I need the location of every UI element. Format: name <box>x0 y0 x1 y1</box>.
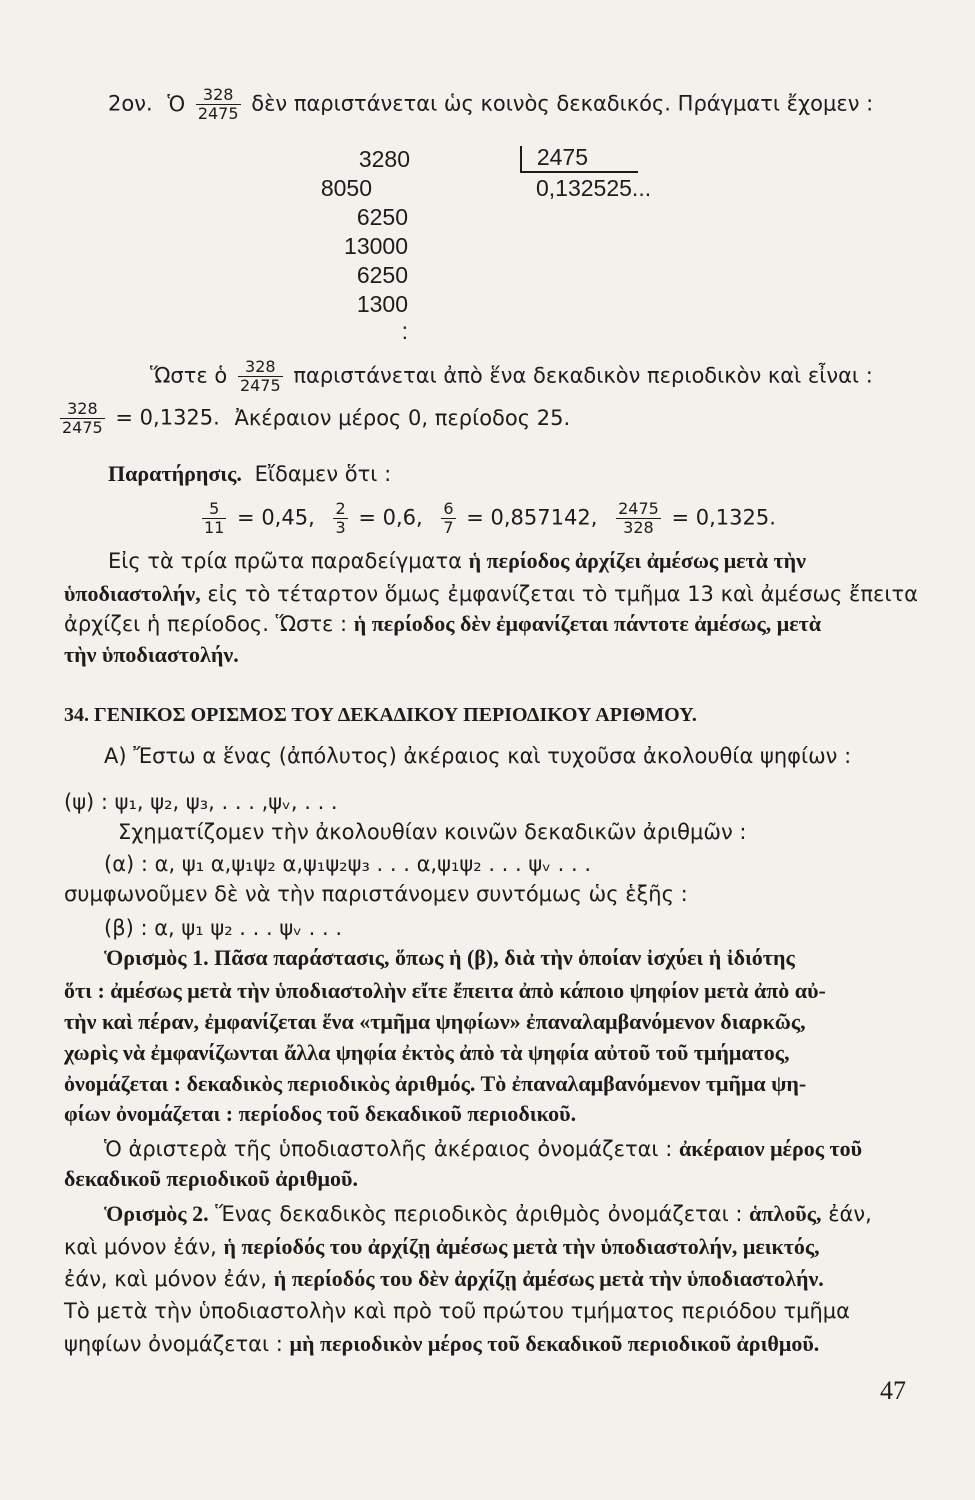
example-label: 2ον. <box>108 91 153 116</box>
agree-line: συμφωνοῦμεν δὲ νὰ τὴν παριστάνομεν συντόμως ὡς ἑξῆς : <box>64 882 688 906</box>
article: Ὁ <box>167 91 186 116</box>
remainder-3: 6250 <box>356 204 408 230</box>
section-heading: 34. ΓΕΝΙΚΟΣ ΟΡΙΣΜΟΣ ΤΟΥ ΔΕΚΑΔΙΚΟΥ ΠΕΡΙΟΔΙΚΟΥ ΑΡΙΘΜΟΥ. <box>64 704 697 726</box>
equation-value: = 0,857142, <box>466 505 598 530</box>
section-a-line: Α) Ἔστω α ἕνας (ἀπόλυτος) ἀκέραιος καὶ τυχοῦσα ἀκολουθία ψηφίων : <box>104 744 852 768</box>
fraction-denominator: 11 <box>204 518 225 537</box>
fraction-denominator: 2475 <box>62 418 103 437</box>
def2-line-5 <box>64 1330 819 1358</box>
fraction-denominator: 2475 <box>197 104 239 123</box>
result-eq-value: = 0,1325. <box>115 405 220 430</box>
remark-bold: ἡ περίοδος δὲν ἐμφανίζεται πάντοτε ἀμέσως, μετὰ <box>353 611 822 636</box>
result-eq-text: Ἀκέραιον μέρος 0, περίοδος 25. <box>234 405 571 430</box>
remark-text: Εἰς τὰ τρία πρῶτα παραδείγματα <box>108 549 462 573</box>
remainder-continues: : <box>401 318 408 344</box>
def1-line-6: φίων ὀνομάζεται : περίοδος τοῦ δεκαδικοῦ περιοδικοῦ. <box>64 1101 577 1126</box>
def1-line-5: ὀνομάζεται : δεκαδικὸς περιοδικὸς ἀριθμός. Τὸ ἐπαναλαμβανόμενον τμῆμα ψη- <box>64 1071 807 1096</box>
result-lead: Ὥστε ὁ <box>150 363 228 388</box>
beta-line: (β) : α, ψ₁ ψ₂ . . . ψᵥ . . . <box>104 916 343 940</box>
def2-line-3 <box>64 1265 824 1293</box>
fraction-2475-328 <box>616 500 661 537</box>
fraction-denominator: 3 <box>335 518 346 537</box>
divisor: 2475 <box>536 144 588 170</box>
remark-bold: ἡ περίοδος ἀρχίζει ἀμέσως μετὰ τὴν <box>468 548 806 573</box>
fraction-numerator: 5 <box>209 499 220 518</box>
fraction-numerator: 328 <box>67 399 98 418</box>
def2-line-4: Τὸ μετὰ τὴν ὑποδιαστολὴν καὶ πρὸ τοῦ πρώτου τμήματος περιόδου τμῆμα <box>64 1299 850 1323</box>
def2-line-1 <box>104 1200 872 1228</box>
def2-bold: ἁπλοῦς, <box>749 1201 822 1226</box>
fraction-2-3 <box>333 500 347 537</box>
fraction-328-2475-c <box>60 400 105 437</box>
fraction-numerator: 328 <box>245 357 276 376</box>
result-line <box>150 358 873 395</box>
remainder-5: 6250 <box>356 262 408 288</box>
fraction-numerator: 328 <box>202 85 234 104</box>
remark-equations <box>198 500 776 537</box>
fraction-numerator: 2475 <box>618 499 659 518</box>
def2-line-2 <box>64 1233 820 1261</box>
form-line: Σχηματίζομεν τὴν ἀκολουθίαν κοινῶν δεκαδικῶν ἀριθμῶν : <box>118 820 747 844</box>
remainder-2: 8050 <box>320 175 372 201</box>
remark-title: Παρατήρησις. <box>108 461 242 486</box>
remainder-4: 13000 <box>344 233 408 259</box>
division-horizontal-bar <box>520 171 638 173</box>
fraction-6-7 <box>441 500 455 537</box>
equation-value: = 0,6, <box>358 505 423 530</box>
alpha-sequence-line: (α) : α, ψ₁ α,ψ₁ψ₂ α,ψ₁ψ₂ψ₃ . . . α,ψ₁ψ₂ . . . ψᵥ . . . <box>104 852 592 876</box>
example-2-line <box>108 86 873 123</box>
def2-title: Ὁρισμὸς 2. <box>104 1201 209 1226</box>
def2-bold: ἡ περίοδός του δὲν ἀρχίζῃ ἀμέσως μετὰ τὴν ὑποδιαστολήν. <box>273 1266 824 1291</box>
fraction-328-2475 <box>196 86 241 123</box>
remark-line-1 <box>108 547 806 575</box>
def1-line-4: χωρὶς νὰ ἐμφανίζωνται ἄλλα ψηφία ἐκτὸς ἀπὸ τὰ ψηφία αὐτοῦ τοῦ τμήματος, <box>64 1040 790 1065</box>
fraction-denominator: 328 <box>616 518 661 537</box>
integer-part-line-2: δεκαδικοῦ περιοδικοῦ ἀριθμοῦ. <box>64 1166 358 1191</box>
result-text: παριστάνεται ἀπὸ ἕνα δεκαδικὸν περιοδικὸν καὶ εἶναι : <box>293 363 873 388</box>
result-equation-line <box>60 400 570 437</box>
def2-text: καὶ μόνον ἐάν, <box>64 1235 217 1259</box>
remark-line-4 <box>64 641 239 669</box>
equation-value: = 0,45, <box>237 505 315 530</box>
def2-bold: μὴ περιοδικὸν μέρος τοῦ δεκαδικοῦ περιοδικοῦ ἀριθμοῦ. <box>289 1331 820 1356</box>
fraction-numerator: 2 <box>335 499 346 518</box>
fraction-328-2475-b <box>238 358 283 395</box>
remark-text: εἰς τὸ τέταρτον ὅμως ἐμφανίζεται τὸ τμῆμα 13 καὶ ἀμέσως ἔπειτα <box>207 582 918 606</box>
remark-bold: ὑποδιαστολήν, <box>64 581 201 606</box>
def2-bold: ἡ περίοδός του ἀρχίζῃ ἀμέσως μετὰ τὴν ὑποδιαστολήν, μεικτός, <box>223 1234 820 1259</box>
page-number: 47 <box>880 1376 906 1405</box>
def2-text: ψηφίων ὀνομάζεται : <box>64 1332 283 1356</box>
integer-part-text: Ὁ ἀριστερὰ τῆς ὑποδιαστολῆς ἀκέραιος ὀνομάζεται : <box>104 1137 673 1161</box>
def2-text: ἐάν, <box>828 1202 872 1226</box>
remark-intro-line <box>108 460 391 488</box>
remark-line-2 <box>64 580 918 608</box>
fraction-5-11 <box>202 500 226 537</box>
integer-part-line-1 <box>104 1135 862 1163</box>
remainder-6: 1300 <box>356 291 408 317</box>
remark-text: ἀρχίζει ἡ περίοδος. Ὥστε : <box>64 612 348 636</box>
example-2-text: δὲν παριστάνεται ὡς κοινὸς δεκαδικός. Πράγματι ἔχομεν : <box>251 91 874 116</box>
remark-line-3 <box>64 610 821 638</box>
def1-line-1: Ὁρισμὸς 1. Πᾶσα παράστασις, ὅπως ἡ (β), διὰ τὴν ὁποίαν ἰσχύει ἡ ἰδιότης <box>104 945 795 970</box>
def1-line-3: τὴν καὶ πέραν, ἐμφανίζεται ἕνα «τμῆμα ψηφίων» ἐπαναλαμβανόμενον διαρκῶς, <box>64 1009 806 1034</box>
def2-text: ἐάν, καὶ μόνον ἐάν, <box>64 1267 268 1291</box>
def1-line-2: ὅτι : ἀμέσως μετὰ τὴν ὑποδιαστολὴν εἴτε ἔπειτα ἀπὸ κάποιο ψηφίον μετὰ ἀπὸ αὐ- <box>64 978 826 1003</box>
psi-sequence-line: (ψ) : ψ₁, ψ₂, ψ₃, . . . ,ψᵥ, . . . <box>64 790 338 814</box>
equation-value: = 0,1325. <box>671 505 776 530</box>
fraction-numerator: 6 <box>443 499 454 518</box>
integer-part-bold: ἀκέραιον μέρος τοῦ <box>678 1136 863 1161</box>
quotient: 0,132525... <box>536 175 652 201</box>
fraction-denominator: 7 <box>443 518 454 537</box>
remainder-1: 3280 <box>358 146 410 172</box>
remark-intro: Εἴδαμεν ὅτι : <box>254 462 392 486</box>
fraction-denominator: 2475 <box>239 376 281 395</box>
def2-text: Ἕνας δεκαδικὸς περιοδικὸς ἀριθμὸς ὀνομάζεται : <box>215 1202 743 1226</box>
remark-bold: τὴν ὑποδιαστολήν. <box>64 642 239 667</box>
